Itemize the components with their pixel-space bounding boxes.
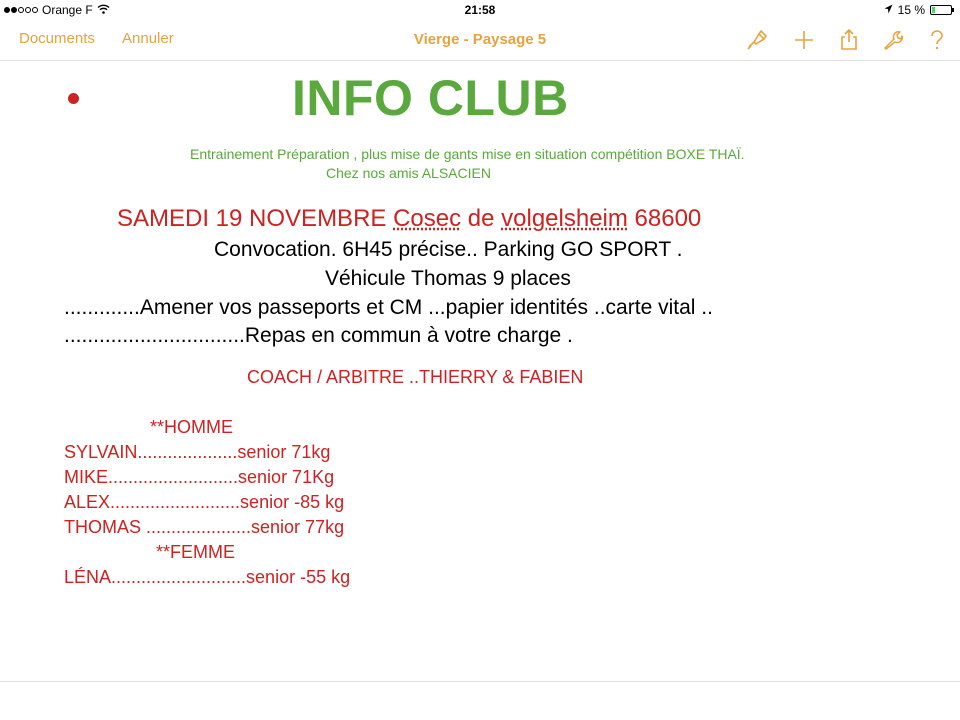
event-date-line	[117, 205, 701, 233]
help-icon[interactable]	[925, 28, 949, 52]
battery-icon	[930, 5, 952, 15]
bring-documents-line: .............Amener vos passeports et CM ...papier identités ..carte vital ..	[64, 296, 713, 319]
fighter-row: SYLVAIN....................senior 71kg	[64, 442, 331, 462]
share-icon[interactable]	[837, 28, 861, 52]
status-bar	[0, 0, 960, 20]
cancel-button[interactable]: Annuler	[122, 30, 174, 47]
women-heading: **FEMME	[156, 542, 236, 562]
status-time: 21:58	[464, 3, 496, 17]
document-canvas[interactable]	[0, 61, 960, 681]
convocation-line: Convocation. 6H45 précise.. Parking GO SPORT .	[214, 238, 683, 261]
subtitle-line-1: Entrainement Préparation , plus mise de gants mise en situation compétition BOXE THAÏ.	[190, 146, 745, 162]
men-heading: **HOMME	[150, 417, 234, 437]
wrench-icon[interactable]	[881, 28, 905, 52]
fighter-row: ALEX..........................senior -85 kg	[64, 492, 345, 512]
page-title: INFO CLUB	[292, 70, 569, 126]
venue-connector: de	[461, 205, 502, 232]
location-arrow-icon	[884, 3, 893, 17]
carrier-name: Orange F	[42, 3, 93, 17]
bottom-divider	[0, 681, 960, 682]
fighter-row: LÉNA...........................senior -55 kg	[64, 567, 351, 587]
document-title: Vierge - Paysage 5	[413, 31, 547, 48]
venue-word-cosec: Cosec	[393, 205, 462, 232]
fighter-row: THOMAS .....................senior 77kg	[64, 517, 345, 537]
battery-percent: 15 %	[897, 3, 925, 17]
venue-postcode: 68600	[627, 205, 702, 232]
bullet-dot	[68, 93, 79, 104]
subtitle-line-2: Chez nos amis ALSACIEN	[326, 165, 491, 181]
battery-fill	[932, 7, 935, 13]
status-right	[884, 3, 952, 17]
toolbar	[0, 20, 960, 61]
plus-icon[interactable]	[792, 28, 816, 52]
meal-line: ...............................Repas en commun à votre charge .	[64, 324, 573, 347]
vehicle-line: Véhicule Thomas 9 places	[325, 267, 571, 290]
documents-button[interactable]: Documents	[19, 30, 95, 47]
fighter-row: MIKE..........................senior 71Kg	[64, 467, 335, 487]
venue-town: volgelsheim	[501, 205, 628, 232]
event-date: SAMEDI 19 NOVEMBRE	[117, 205, 394, 232]
coach-line: COACH / ARBITRE ..THIERRY & FABIEN	[247, 367, 584, 387]
paintbrush-icon[interactable]	[745, 28, 769, 52]
